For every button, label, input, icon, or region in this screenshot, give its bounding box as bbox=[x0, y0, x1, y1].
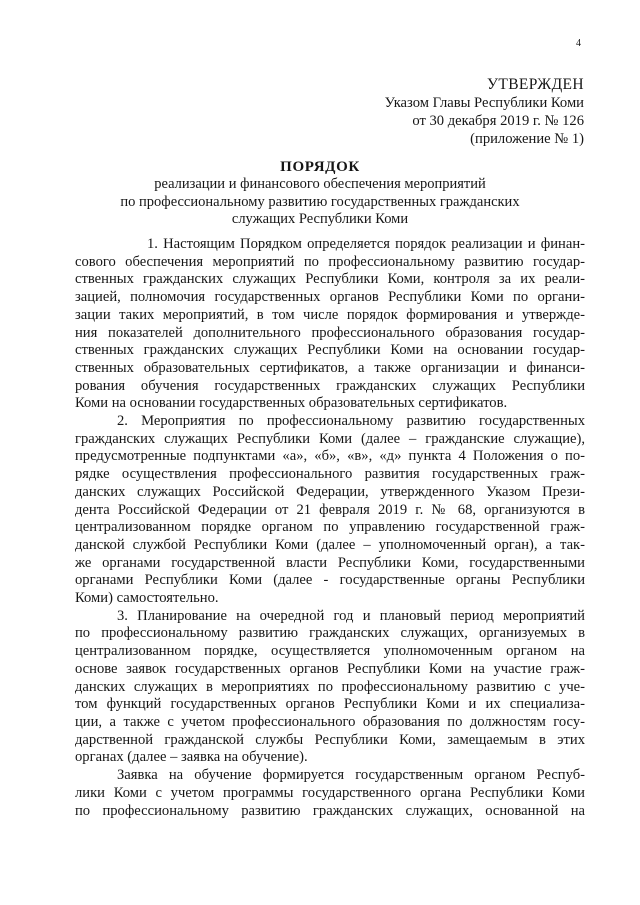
text-line: данских служащих Российской Федерации, утвержденного Указом Прези- bbox=[75, 483, 585, 500]
approval-block bbox=[385, 76, 584, 148]
text-line: по профессиональному развитию гражданских служащих, основанной на bbox=[75, 802, 585, 819]
paragraph-3 bbox=[75, 608, 585, 767]
approval-line: УТВЕРЖДЕН bbox=[486, 76, 584, 93]
subtitle-line: по профессиональному развитию государственных гражданских bbox=[120, 193, 520, 210]
document-subtitle bbox=[100, 176, 540, 229]
text-line: ния показателей дополнительного профессионального образования государ- bbox=[75, 324, 585, 341]
text-line: централизованном порядке органом по управлению государственной граж- bbox=[75, 519, 585, 536]
text-line: зации таких мероприятий, в том числе порядок формирования и утвержде- bbox=[75, 306, 585, 323]
text-line: 2. Мероприятия по профессиональному развитию государственных bbox=[117, 413, 585, 430]
subtitle-line: служащих Республики Коми bbox=[231, 211, 409, 228]
text-line: ственных образовательных сертификатов, а также организации и финанси- bbox=[75, 359, 585, 376]
text-line: по профессиональному развитию гражданских служащих, организуемых в bbox=[75, 625, 585, 642]
text-line: 1. Настоящим Порядком определяется порядок реализации и финан- bbox=[147, 236, 585, 252]
text-line: гражданских служащих Республики Коми (далее – гражданские служащие), bbox=[75, 430, 585, 447]
text-line: органах (далее – заявка на обучение). bbox=[75, 749, 308, 766]
text-line: ственных гражданских служащих Республики Коми, контроля за их реали- bbox=[75, 271, 585, 288]
document-body bbox=[75, 236, 585, 820]
text-line: лики Коми с учетом программы государственного органа Республики Коми bbox=[75, 784, 585, 801]
text-line: ственных гражданских служащих Республики Коми на основании государ- bbox=[75, 342, 585, 359]
text-line: дарственной гражданской службы Республики Коми, замещаемым в этих bbox=[75, 731, 585, 748]
text-line: зацией, полномочия государственных органов Республики Коми по органи- bbox=[75, 289, 585, 306]
text-line: дента Российской Федерации от 21 февраля 2019 г. № 68, организуются в bbox=[75, 501, 585, 518]
text-line: 3. Планирование на очередной год и плановый период мероприятий bbox=[117, 607, 585, 624]
text-line: Коми на основании государственных образовательных сертификатов. bbox=[75, 395, 508, 412]
text-line: рядке осуществления профессионального развития государственных граж- bbox=[75, 466, 585, 483]
text-line: Коми) самостоятельно. bbox=[75, 590, 219, 607]
text-line: основе заявок государственных органов Республики Коми на участие граж- bbox=[75, 660, 585, 677]
approval-line: от 30 декабря 2019 г. № 126 bbox=[412, 113, 584, 129]
page-number: 4 bbox=[576, 38, 581, 49]
paragraph-1 bbox=[75, 236, 585, 413]
paragraph-2 bbox=[75, 413, 585, 608]
text-line: данской службой Республики Коми (далее – уполномоченный орган), а так- bbox=[75, 536, 585, 553]
text-line: сового обеспечения мероприятий по профессиональному развитию государ- bbox=[75, 253, 585, 270]
text-line: данских служащих в мероприятиях по профессиональному развитию с уче- bbox=[75, 678, 585, 695]
text-line: централизованном порядке, осуществляется уполномоченным органом на bbox=[75, 643, 585, 660]
paragraph-4 bbox=[75, 767, 585, 820]
approval-line: (приложение № 1) bbox=[470, 131, 584, 147]
subtitle-line: реализации и финансового обеспечения мероприятий bbox=[154, 176, 486, 192]
text-line: предусмотренные подпунктами «а», «б», «в», «д» пункта 4 Положения о по- bbox=[75, 448, 585, 465]
text-line: ции, а также с учетом профессионального образования по должностям госу- bbox=[75, 713, 585, 730]
document-title: ПОРЯДОК bbox=[280, 159, 360, 175]
text-line: рования обучения государственных гражданских служащих Республики bbox=[75, 377, 585, 394]
text-line: Заявка на обучение формируется государственным органом Респуб- bbox=[117, 767, 585, 784]
text-line: органами Республики Коми (далее - государственные органы Республики bbox=[75, 572, 585, 589]
text-line: том функций государственных органов Республики Коми и их специализа- bbox=[75, 696, 585, 713]
approval-line: Указом Главы Республики Коми bbox=[384, 95, 584, 111]
text-line: же органами государственной власти Республики Коми, государственными bbox=[75, 554, 585, 571]
